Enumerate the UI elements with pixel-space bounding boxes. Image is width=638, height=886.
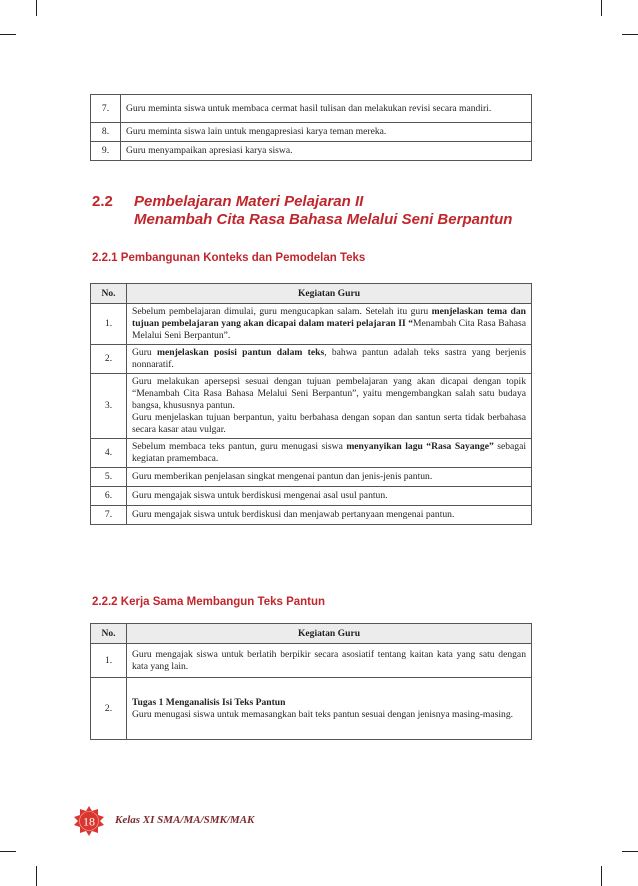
crop-mark xyxy=(601,866,602,886)
crop-mark xyxy=(36,866,37,886)
section-heading xyxy=(92,193,542,229)
crop-mark xyxy=(622,34,638,35)
table-row xyxy=(91,374,532,439)
crop-mark xyxy=(0,34,16,35)
table-row xyxy=(91,487,532,506)
row-activity: Sebelum membaca teks pantun, guru menugasi siswa menyanyikan lagu “Rasa Sayange” sebagai kegiatan pramembaca. xyxy=(127,439,532,468)
row-activity: Guru meminta siswa untuk membaca cermat hasil tulisan dan melakukan revisi secara mandiri. xyxy=(121,95,532,123)
activity-table-221 xyxy=(90,283,532,525)
table-header xyxy=(91,624,532,644)
table-row xyxy=(91,468,532,487)
row-number: 7. xyxy=(91,506,127,525)
table-row xyxy=(91,678,532,740)
header-no: No. xyxy=(91,284,127,304)
section-title-line1: Pembelajaran Materi Pelajaran II xyxy=(134,193,364,210)
row-activity: Guru menjelaskan posisi pantun dalam teks, bahwa pantun adalah teks sastra yang berjenis nonnaratif. xyxy=(127,345,532,374)
row-number: 2. xyxy=(91,345,127,374)
row-number: 8. xyxy=(91,123,121,142)
header-activity: Kegiatan Guru xyxy=(127,624,532,644)
table-row xyxy=(91,644,532,678)
row-number: 1. xyxy=(91,304,127,345)
row-activity: Tugas 1 Menganalisis Isi Teks Pantun Guru menugasi siswa untuk memasangkan bait teks pantun sesuai dengan jenisnya masing-masing. xyxy=(127,678,532,740)
row-activity: Guru mengajak siswa untuk berlatih berpikir secara asosiatif tentang kaitan kata yang satu dengan kata yang lain. xyxy=(127,644,532,678)
header-activity: Kegiatan Guru xyxy=(127,284,532,304)
table-row xyxy=(91,142,532,161)
activity-table-continued xyxy=(90,94,532,161)
table-row xyxy=(91,304,532,345)
table-row xyxy=(91,345,532,374)
table-row xyxy=(91,123,532,142)
activity-table-222 xyxy=(90,623,532,740)
row-number: 6. xyxy=(91,487,127,506)
row-number: 7. xyxy=(91,95,121,123)
task-title: Tugas 1 Menganalisis Isi Teks Pantun xyxy=(132,696,286,708)
row-number: 4. xyxy=(91,439,127,468)
table-row xyxy=(91,506,532,525)
row-number: 5. xyxy=(91,468,127,487)
row-activity: Guru meminta siswa lain untuk mengapresiasi karya teman mereka. xyxy=(121,123,532,142)
table-header xyxy=(91,284,532,304)
header-no: No. xyxy=(91,624,127,644)
table-row xyxy=(91,439,532,468)
row-activity: Guru memberikan penjelasan singkat mengenai pantun dan jenis-jenis pantun. xyxy=(127,468,532,487)
row-activity: Sebelum pembelajaran dimulai, guru mengucapkan salam. Setelah itu guru menjelaskan tema dan tujuan pembelajaran yang akan dicapai dalam materi pelajaran II “Menambah Cita Rasa Bahasa Melalui Seni Berpantun”. xyxy=(127,304,532,345)
crop-mark xyxy=(36,0,37,16)
row-activity: Guru mengajak siswa untuk berdiskusi mengenai asal usul pantun. xyxy=(127,487,532,506)
row-activity: Guru mengajak siswa untuk berdiskusi dan menjawab pertanyaan mengenai pantun. xyxy=(127,506,532,525)
crop-mark xyxy=(0,851,16,852)
section-number: 2.2 xyxy=(92,193,113,210)
section-title-line2: Menambah Cita Rasa Bahasa Melalui Seni Berpantun xyxy=(134,211,513,228)
crop-mark xyxy=(601,0,602,16)
row-activity: Guru melakukan apersepsi sesuai dengan tujuan pembelajaran yang akan dicapai dengan topik “Menambah Cita Rasa Bahasa Melalui Seni Berpantun”, yaitu mengembangkan salah satu budaya bangsa, khususnya pantun. Guru menjelaskan tujuan berpantun, yaitu berbahasa dengan sopan dan santun serta tidak berbahasa secara kasar atau vulgar. xyxy=(127,374,532,439)
crop-mark xyxy=(622,851,638,852)
page-number: 18 xyxy=(83,814,95,829)
subsection-heading: 2.2.1 Pembangunan Konteks dan Pemodelan Teks xyxy=(92,252,366,264)
footer-text: Kelas XI SMA/MA/SMK/MAK xyxy=(115,814,255,826)
subsection-heading: 2.2.2 Kerja Sama Membangun Teks Pantun xyxy=(92,596,326,608)
row-number: 9. xyxy=(91,142,121,161)
table-row xyxy=(91,95,532,123)
page-number-badge xyxy=(74,806,104,836)
row-number: 2. xyxy=(91,678,127,740)
row-activity: Guru menyampaikan apresiasi karya siswa. xyxy=(121,142,532,161)
row-number: 3. xyxy=(91,374,127,439)
row-number: 1. xyxy=(91,644,127,678)
